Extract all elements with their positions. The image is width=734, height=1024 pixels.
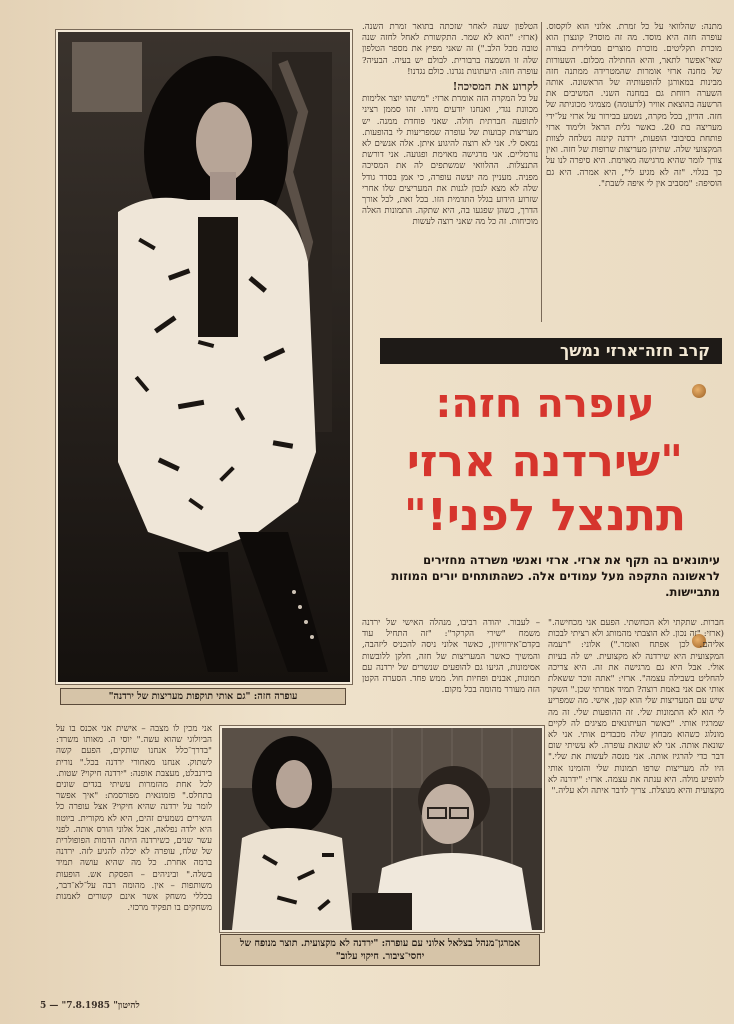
column-bottom-left [56,724,212,996]
column-bottom-left-text: אני מכין לו מצבה – אישית אני אכנס בו על הביולוגי שהוא עשה." יוסי ה. מאותו משרד: "בדרך־כלל אנחנו שותקים, הפעם קשה לשתוק. אנחנו מאחורי ירדנה בכל." נורית בירנבלט, מעצבת אופנה: "ירדנה חיקוי? שטות. לכל אחת מהזמרות עשיתי בגדים שונים בתחלס." פזמונאית מפורסמת: "איך אפשר לומר על ירדנה שהיא חיקוי? אצל עופרה כל השירים נשמעים זהים, היא לא מקורית. ביוטוז היא ילדה נפלאה, אבל אלוני הורס אותה. לפני עשר שנים, כשירדנה היתה הדמות הפופולרית של שלח, עופרה לא יכלה להגיע לזה. ירדנה ברמה אחרת. כל מה שהיא עושה תמיד בשלה." וביניהים – הפסקת אש. הופעות משותפות – אין. מהומה רבה על־לא־דבר, בכללי משחק אשר אינם קשורים לאמנות משחקים בו תפקיד מרכזי. [56,724,212,914]
column-top-middle-intro: הטלפון שעה לאחר שזכתה בתואר זמרת השנה. (ארזי: "הוא לא שמר. התקשורת לאחל לחזה שנה טובה מכל הלב.") זה שאני מפיץ את מספר הטלפון שלה זו השמצה ברבורית. לבולם יש בעיה. הבעיה? עופרה חזה: היעתונות נגדנו. כולם נגדנו! [362,22,538,77]
pin-decoration [692,384,706,398]
headline-line-3: תתנצל לפני!" [403,490,687,541]
page-footer: 5 — "להיטון" 7.8.1985 [40,1001,140,1011]
column-divider [541,22,542,322]
article-deck: עיתונאים בה תקף את ארזי. ארזי ואנשי משרדה מחזירים לראשונה התקפה מעל עמודים אלה. כשהתותחים יורים המוזות מתביישות. [391,553,720,599]
column-bottom-middle-text: – לעבור. יהודה רביבו, מנהלה האישי של ירדנה משמח "שירי הקרקר": "זה התחיל עוד בקדם־אירוויזיון, כאשר אלוני ניסה להכניס ליזהבה, והמשיך כאשר המעריצות של חזה, חלקן ללובשות אסימונות, הגיעו גם להופעים שנשרים של ירדנה עם תמונות, אבנים ופחיות חול. ממש פחד. הסערה הקטן הזה מעורר מהומה בכל מקום. [362,618,540,696]
small-photo-caption: אמרגן־מנהל בצלאל אלוני עם עופרה: "ירדנה לא מקצועית. תוצר מנופח של יחסי־ציבור. חיקוי עלוב" [220,934,540,966]
column-top-middle-body: על כל המקרה הזה אומרת ארזי: "מישהו יוצר אלימות מכוונת נגדי, ואנחנו יודעים מיהו. זהו סממן רציני לתופעה חברתית חולה. שאני פוחדת ממנה. יש מעריצות קבועות של עופרה שמפריעות לי בהופעות. נמאס לי. אני לא רוצה להיגוע איתן. אלה אנשים לא נורמליים. אני מרגישה מאוימת ופגועה. אני דורשת התנצלות. ההלוואי שמשתפים לה את המסיכה מפניה. מעניין מה יעשה עופרה, כי אמן בסדר גודל שלה לא מצא לנכון לגנות את המעריצים שלו אחרי שזרוע הידוע בגלל התדמית הזו. בכל זאת, לכל אורך הדרך, כשהן שפגעו בה, היא שתקה. התמונות האלה מוכיחות. זה כל מה שאני רוצה לעשות [362,94,538,228]
headline-line-1: עופרה חזה: [435,381,655,427]
manager-and-singer-image [222,728,542,930]
column-subhead: לקרוע את המסיכה! [452,80,538,94]
large-photo [56,30,352,684]
column-top-right [546,22,722,328]
column-top-right-text: מתנה: שהלוואי על כל זמרת. אלוני הוא לוקסוס. עופרה חזה היא מוסד. מה זה מוסד? קונצרן הוא מוכרת תקליטים. מוכרת מוצרים מבולירית בצורה שאי־אפשר לתאר, והיא החתילה מכלום. השעורות של מחנה ארזי אומרות שהמטרידה ממתנה חזה מבינות במאורגן להופעותיה של הראשונה. אותה השערה רווחת גם במחנה השני. המשיבים את הרשעה בהוצאת אוויר (לרעומה) מצמיגי מכוניתה של חזה. הדיון, בכל מקרה, נשמע בבירור על ארזי על־ידי מעריצה בת 20. כאשר גלית הראל ולימוד ארזי פותחת בסיבובי הופעות, ירדנה קינזה נשלחה לצוות המקצועי שלה. שתיהן מעריצות שרופות של חזה. ואין צורך לומר שהיא מרגישה מאוימת. היא סיפרה לנו על כך בגלוי. "זה לא מגיע לי", היא אמרה. היא גם הוסיפה: "מסביב אין לי איפה לשבת". [546,22,722,189]
column-top-middle [362,22,538,328]
column-bottom-middle [362,618,540,722]
large-photo-caption: עופרה חזה: "גם אותי תוקפות מעריצות של ירדנה" [60,688,346,705]
section-banner: קרב חזה־ארזי נמשך [380,338,722,364]
headline-line-2: "שירדנה ארזי [406,436,684,487]
column-bottom-right-text: חברות. שתקתי ולא הכחשתי. הפעם אני מכחישה." (ארזי: "זה נכון. לא הוצבתי מהמותג ולא רציתי לבכות אליהם. לכן אפתח ואומר.") אלוני: "רעמה המקצועית היא שירדנה לא מקצועית. יש לה בעיות אולי. אבל היא גם מרגישה את זה. היא צריכה להחליט בשבילה עצמה". ארזי: "אתה זוכר ששאלת אותי אם אני באמת רוצה? תמיד אמרתי שכן." השקר שיש עם המעריצות שלי הוא קטן, אישי. מה שמפריע לי הוא לא התמונות שלי. זה ההופעות שלי. זה מה שמרגיז אותי. "כאשר העיתונאים מציגים לה לקיים מונלוג כשהוא מבחוץ שלה מכבדים אותי. אני לא שונאת אותה. אני לא שונאת עופרה. לא עשיתי שום דבר כדי להרגיז אותה. אני מנסה לעשות את שלי." היו לה מעריצות שרפו תמונות שלי והזמינו אותי להופיע מולה. היא ענתה את עצמה. ארזי: "ידרנה לא מקצועית והיא מנוצלת. צריך לדבר איתה ולא עליה." [548,618,724,797]
small-photo [220,726,544,932]
column-bottom-right [548,618,724,996]
singer-portrait-image [58,32,350,682]
